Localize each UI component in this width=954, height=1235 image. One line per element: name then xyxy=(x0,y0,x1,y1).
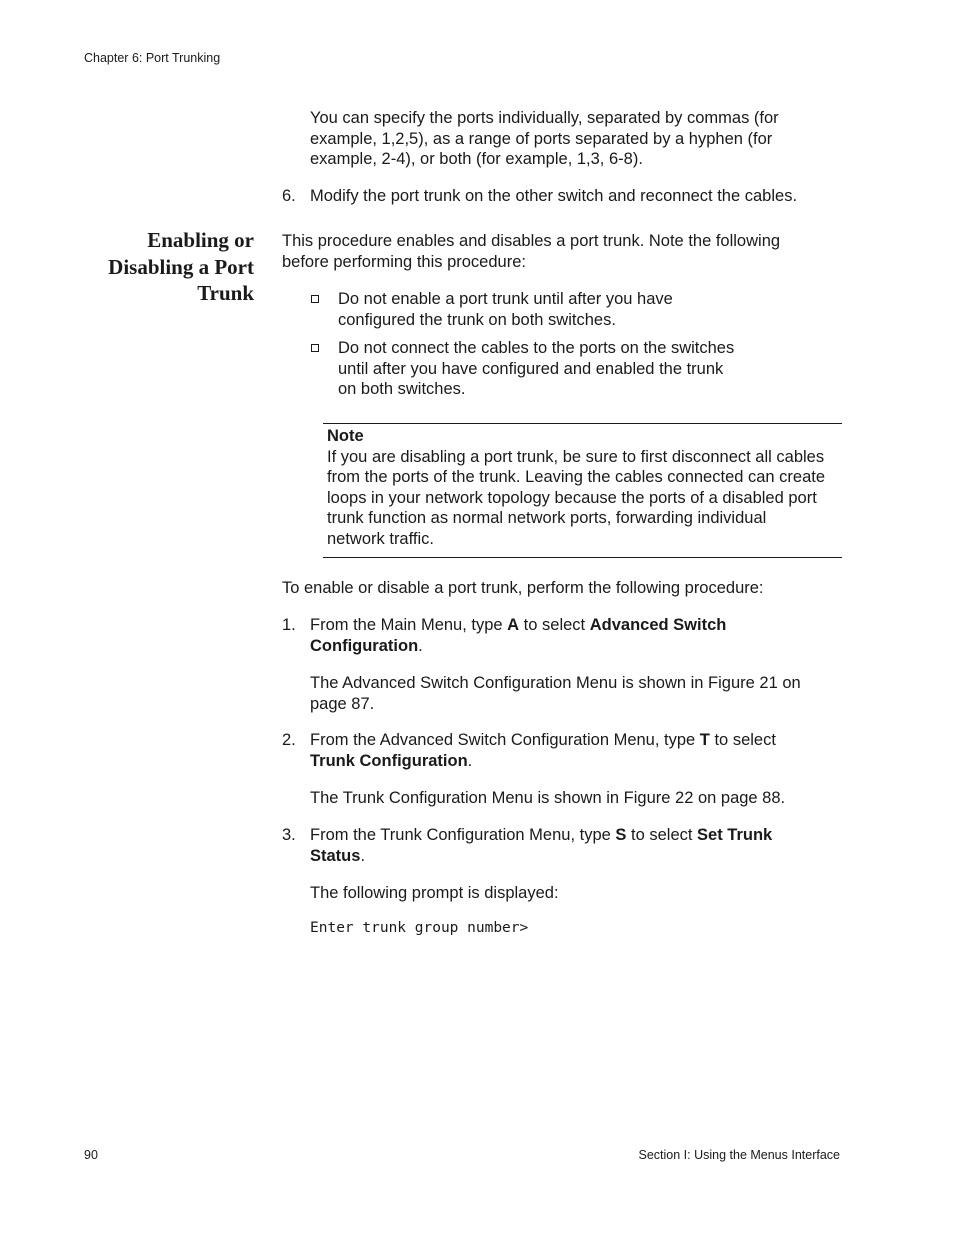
key-letter: S xyxy=(615,826,627,844)
step-1 xyxy=(282,615,842,656)
checkbox-bullet-icon xyxy=(311,344,319,352)
menu-name: Advanced Switch xyxy=(589,616,727,634)
text-line: before performing this procedure: xyxy=(282,252,526,271)
menu-name: Trunk Configuration xyxy=(310,751,468,770)
step-text-line: Trunk Configuration. xyxy=(310,751,473,770)
procedure-intro: To enable or disable a port trunk, perform the following procedure: xyxy=(282,579,764,597)
note-line: from the ports of the trunk. Leaving the cables connected can create xyxy=(327,468,826,486)
step-number: 6. xyxy=(282,187,296,205)
note-line: loops in your network topology because the ports of a disabled port xyxy=(327,488,817,507)
text-line: Do not connect the cables to the ports on the switches xyxy=(338,339,735,357)
text-line: until after you have configured and enabled the trunk xyxy=(338,359,724,378)
key-letter: T xyxy=(699,731,710,749)
note-line: If you are disabling a port trunk, be sure to first disconnect all cables xyxy=(327,447,825,466)
note-top-rule xyxy=(323,423,842,424)
heading-line: Enabling or xyxy=(147,228,254,252)
step-text-line: From the Main Menu, type A to select Advanced Switch xyxy=(310,616,727,634)
text-line: Do not enable a port trunk until after you have xyxy=(338,290,673,308)
step-text-line: Configuration. xyxy=(310,636,423,655)
step-number: 3. xyxy=(282,826,296,844)
checkbox-bullet-icon xyxy=(311,295,319,303)
step-2 xyxy=(282,730,842,771)
note-line: network traffic. xyxy=(327,529,434,548)
text-line: You can specify the ports individually, separated by commas (for xyxy=(310,109,779,127)
heading-line: Trunk xyxy=(197,281,254,305)
step-text-line: From the Trunk Configuration Menu, type S to select Set Trunk xyxy=(310,826,773,844)
text-line: configured the trunk on both switches. xyxy=(338,310,616,329)
note-line: trunk function as normal network ports, forwarding individual xyxy=(327,509,767,527)
note-box xyxy=(327,426,825,549)
text-line: example, 1,2,5), as a range of ports separated by a hyphen (for xyxy=(310,129,773,148)
running-header: Chapter 6: Port Trunking xyxy=(84,51,221,65)
intro-paragraph xyxy=(310,108,779,170)
command-prompt: Enter trunk group number> xyxy=(310,920,529,936)
step-1-result xyxy=(310,673,801,714)
step-text: Modify the port trunk on the other switch and reconnect the cables. xyxy=(310,187,798,205)
text-line: This procedure enables and disables a port trunk. Note the following xyxy=(282,232,781,250)
menu-name: Set Trunk xyxy=(697,826,773,844)
text-line: The Advanced Switch Configuration Menu is shown in Figure 21 on xyxy=(310,674,801,692)
text-line: example, 2-4), or both (for example, 1,3, 6-8). xyxy=(310,150,643,168)
step-6 xyxy=(282,186,842,207)
step-text-line: Status. xyxy=(310,846,366,865)
page-number: 90 xyxy=(84,1148,98,1162)
running-footer: Section I: Using the Menus Interface xyxy=(638,1148,840,1162)
key-letter: A xyxy=(507,616,520,634)
step-number: 2. xyxy=(282,731,296,749)
text-line: page 87. xyxy=(310,694,375,713)
menu-name: Configuration xyxy=(310,636,419,655)
heading-line: Disabling a Port xyxy=(108,254,254,279)
menu-name: Status xyxy=(310,846,361,865)
text-line: on both switches. xyxy=(338,380,466,398)
step-3 xyxy=(282,825,842,866)
step-text-line: From the Advanced Switch Configuration Menu, type T to select xyxy=(310,731,776,749)
note-bottom-rule xyxy=(323,557,842,558)
step-2-result: The Trunk Configuration Menu is shown in Figure 22 on page 88. xyxy=(310,789,786,807)
step-3-result: The following prompt is displayed: xyxy=(310,884,559,902)
bullet-item xyxy=(338,338,734,400)
lead-paragraph xyxy=(282,231,780,272)
bullet-item xyxy=(338,289,673,330)
note-title: Note xyxy=(327,427,364,445)
section-heading xyxy=(60,227,254,307)
step-number: 1. xyxy=(282,616,296,634)
